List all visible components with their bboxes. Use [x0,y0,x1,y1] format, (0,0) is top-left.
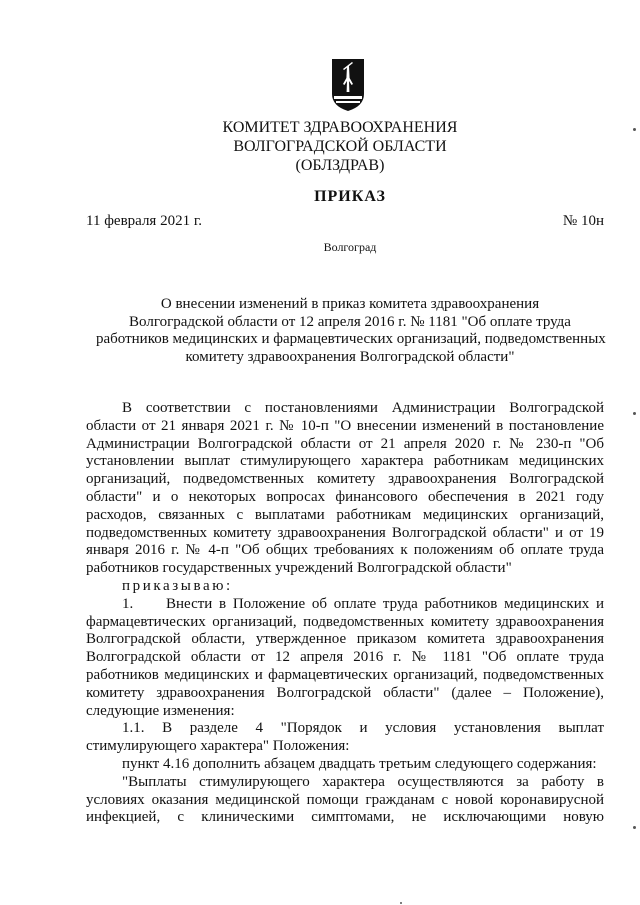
point-4-16-paragraph: пункт 4.16 дополнить абзацем двадцать третьим следующего содержания: [122,755,597,772]
subject-line: Волгоградской области от 12 апреля 2016 г. № 1181 "Об оплате труда [129,313,571,330]
order-number: № 10н [562,213,604,229]
order-date: 11 февраля 2021 г. [86,213,203,229]
item-1-1-paragraph: 1.1. В разделе 4 "Порядок и условия установления выплат стимулирующего характера" Положения: [86,720,604,755]
order-word-text: приказываю: [122,577,233,594]
item-1-text: Внести в Положение об оплате труда работников медицинских и фармацевтических организаций, подведомственных комитету здравоохранения Волгоградской области, утвержденное приказом комитета здравоохранения Волгоградской области от 12 апреля 2016 г. № 1181 "Об оплате труда работников медицинских и фармацевтических организаций, подведомственных комитету здравоохранения Волгоградской области" (далее – Положение), следующие изменения: [86,595,604,719]
order-title: ПРИКАЗ [314,188,386,205]
scan-speck [400,902,402,904]
order-subject [96,296,604,366]
item-1-number: 1. [122,595,134,612]
order-body [86,400,604,827]
committee-line: (ОБЛЗДРАВ) [295,157,385,174]
committee-name [190,118,490,175]
order-city: Волгоград [323,240,377,254]
subject-line: О внесении изменений в приказ комитета здравоохранения [160,296,540,312]
order-word [86,578,604,596]
preamble-paragraph: В соответствии с постановлениями Администрации Волгоградской области от 21 января 2021 г. № 10-п "О внесении изменений в постановление Администрации Волгоградской области от 21 апреля 2020 г. № 230-п "Об установлении выплат стимулирующего характера работникам медицинских организаций, подведомственных комитету здравоохранения Волгоградской области" и о некоторых вопросах финансового обеспечения в 2021 году расходов, связанных с выплатами работникам медицинских организаций, подведомственных комитету здравоохранения Волгоградской области" и от 19 января 2016 г. № 4-п "Об общих требованиях к положениям об оплате труда работников государственных учреждений Волгоградской области" [86,400,604,577]
subject-line: работников медицинских и фармацевтических организаций, подведомственных [96,331,606,348]
item-1-paragraph [86,596,604,721]
quote-paragraph: "Выплаты стимулирующего характера осуществляются за работу в условиях оказания медицинской помощи гражданам с новой коронавирусной инфекцией, с клиническими симптомами, не исключающими новую [86,773,604,826]
committee-line: ВОЛГОГРАДСКОЙ ОБЛАСТИ [233,138,447,155]
volgograd-emblem-icon [331,58,365,112]
scan-speck [633,826,636,829]
subject-line: комитету здравоохранения Волгоградской области" [185,348,515,365]
scan-speck [633,412,636,415]
scan-speck [633,128,636,131]
committee-line: КОМИТЕТ ЗДРАВООХРАНЕНИЯ [222,119,458,136]
